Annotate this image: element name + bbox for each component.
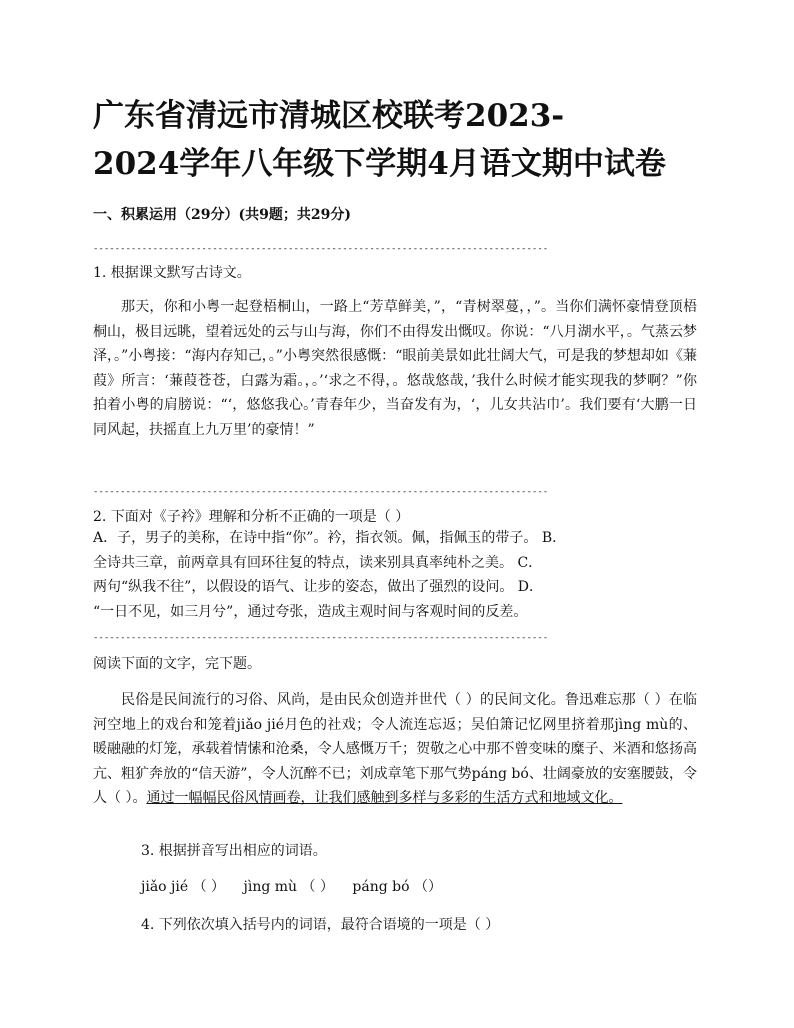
pinyin-item-2: jìng mù （ ） (243, 879, 334, 895)
title-line-2: 2024学年八年级下学期4月语文期中试卷 (93, 146, 666, 182)
separator-line: ------------------------------------------------------------------------------------ (93, 633, 549, 643)
section-heading: 一、积累运用（29分）(共9题；共29分) (93, 207, 351, 223)
question-1-prompt: 1. 根据课文默写古诗文。 (93, 265, 251, 281)
option-line: A．子，男子的美称，在诗中指“你”。衿，指衣领。佩，指佩玉的带子。 B． (93, 530, 567, 546)
option-line: 全诗共三章，前两章具有回环往复的特点，读来别具真率纯朴之美。 C． (93, 554, 543, 571)
question-2-options (93, 526, 693, 624)
reading-passage (93, 688, 697, 811)
option-line: 两句“纵我不往”，以假设的语气、让步的姿态，做出了强烈的设问。 D． (93, 579, 543, 595)
reading-passage-text: 民俗是民间流行的习俗、风尚，是由民众创造并世代（ ）的民间文化。鲁迅难忘那（ ）在临河空地上的戏台和笼着jiǎo jié月色的社戏；令人流连忘返；吴伯箫记忆网里挤着那jìng mù的、暖融融的灯笼，承载着情愫和沧桑，令人感慨万千；贺敬之心中那不曾变味的糜子、米酒和悠扬高亢、粗犷奔放的“信天游”，令人沉醉不已；刘成章笔下那气势páng bó、壮阔豪放的安塞腰鼓，令人（ ）。 (93, 692, 697, 806)
reading-intro: 阅读下面的文字，完下题。 (93, 656, 261, 672)
page-title (93, 92, 713, 188)
pinyin-item-3: páng bó （） (352, 879, 442, 895)
pinyin-item-1: jiǎo jié （ ） (141, 879, 226, 895)
option-line: “一日不见，如三月兮”，通过夸张，造成主观时间与客观时间的反差。 (93, 603, 528, 620)
question-3-prompt: 3. 根据拼音写出相应的词语。 (141, 843, 327, 859)
question-4-prompt: 4. 下列依次填入括号内的词语，最符合语境的一项是（ ） (141, 917, 500, 933)
question-2-prompt: 2. 下面对《子衿》理解和分析不正确的一项是（ ） (93, 509, 410, 525)
pinyin-row (141, 876, 442, 896)
separator-line: ------------------------------------------------------------------------------------ (93, 487, 549, 497)
title-line-1: 广东省清远市清城区校联考2023- (93, 98, 565, 134)
underlined-sentence: 通过一幅幅民俗风情画卷，让我们感触到多样与多彩的生活方式和地域文化。 (146, 790, 623, 806)
separator-line: ------------------------------------------------------------------------------------ (93, 244, 549, 254)
question-1-passage: 那天，你和小粤一起登梧桐山，一路上“芳草鲜美，”，“青树翠蔓，，”。当你们满怀豪情登顶梧桐山，极目远眺，望着远处的云与山与海，你们不由得发出慨叹。你说：“八月湖水平，。气蒸云梦泽，。”小粤接：“海内存知己，。”小粤突然很感慨：“眼前美景如此壮阔大气，可是我的梦想却如《蒹葭》所言：‘蒹葭苍苍，白露为霜。，。’‘求之不得，。悠哉悠哉，’我什么时候才能实现我的梦啊？”你拍着小粤的肩膀说：“‘，悠悠我心。’青春年少，当奋发有为，‘，儿女共沾巾’。我们要有‘大鹏一日同风起，扶摇直上九万里’的豪情！” (93, 299, 697, 438)
